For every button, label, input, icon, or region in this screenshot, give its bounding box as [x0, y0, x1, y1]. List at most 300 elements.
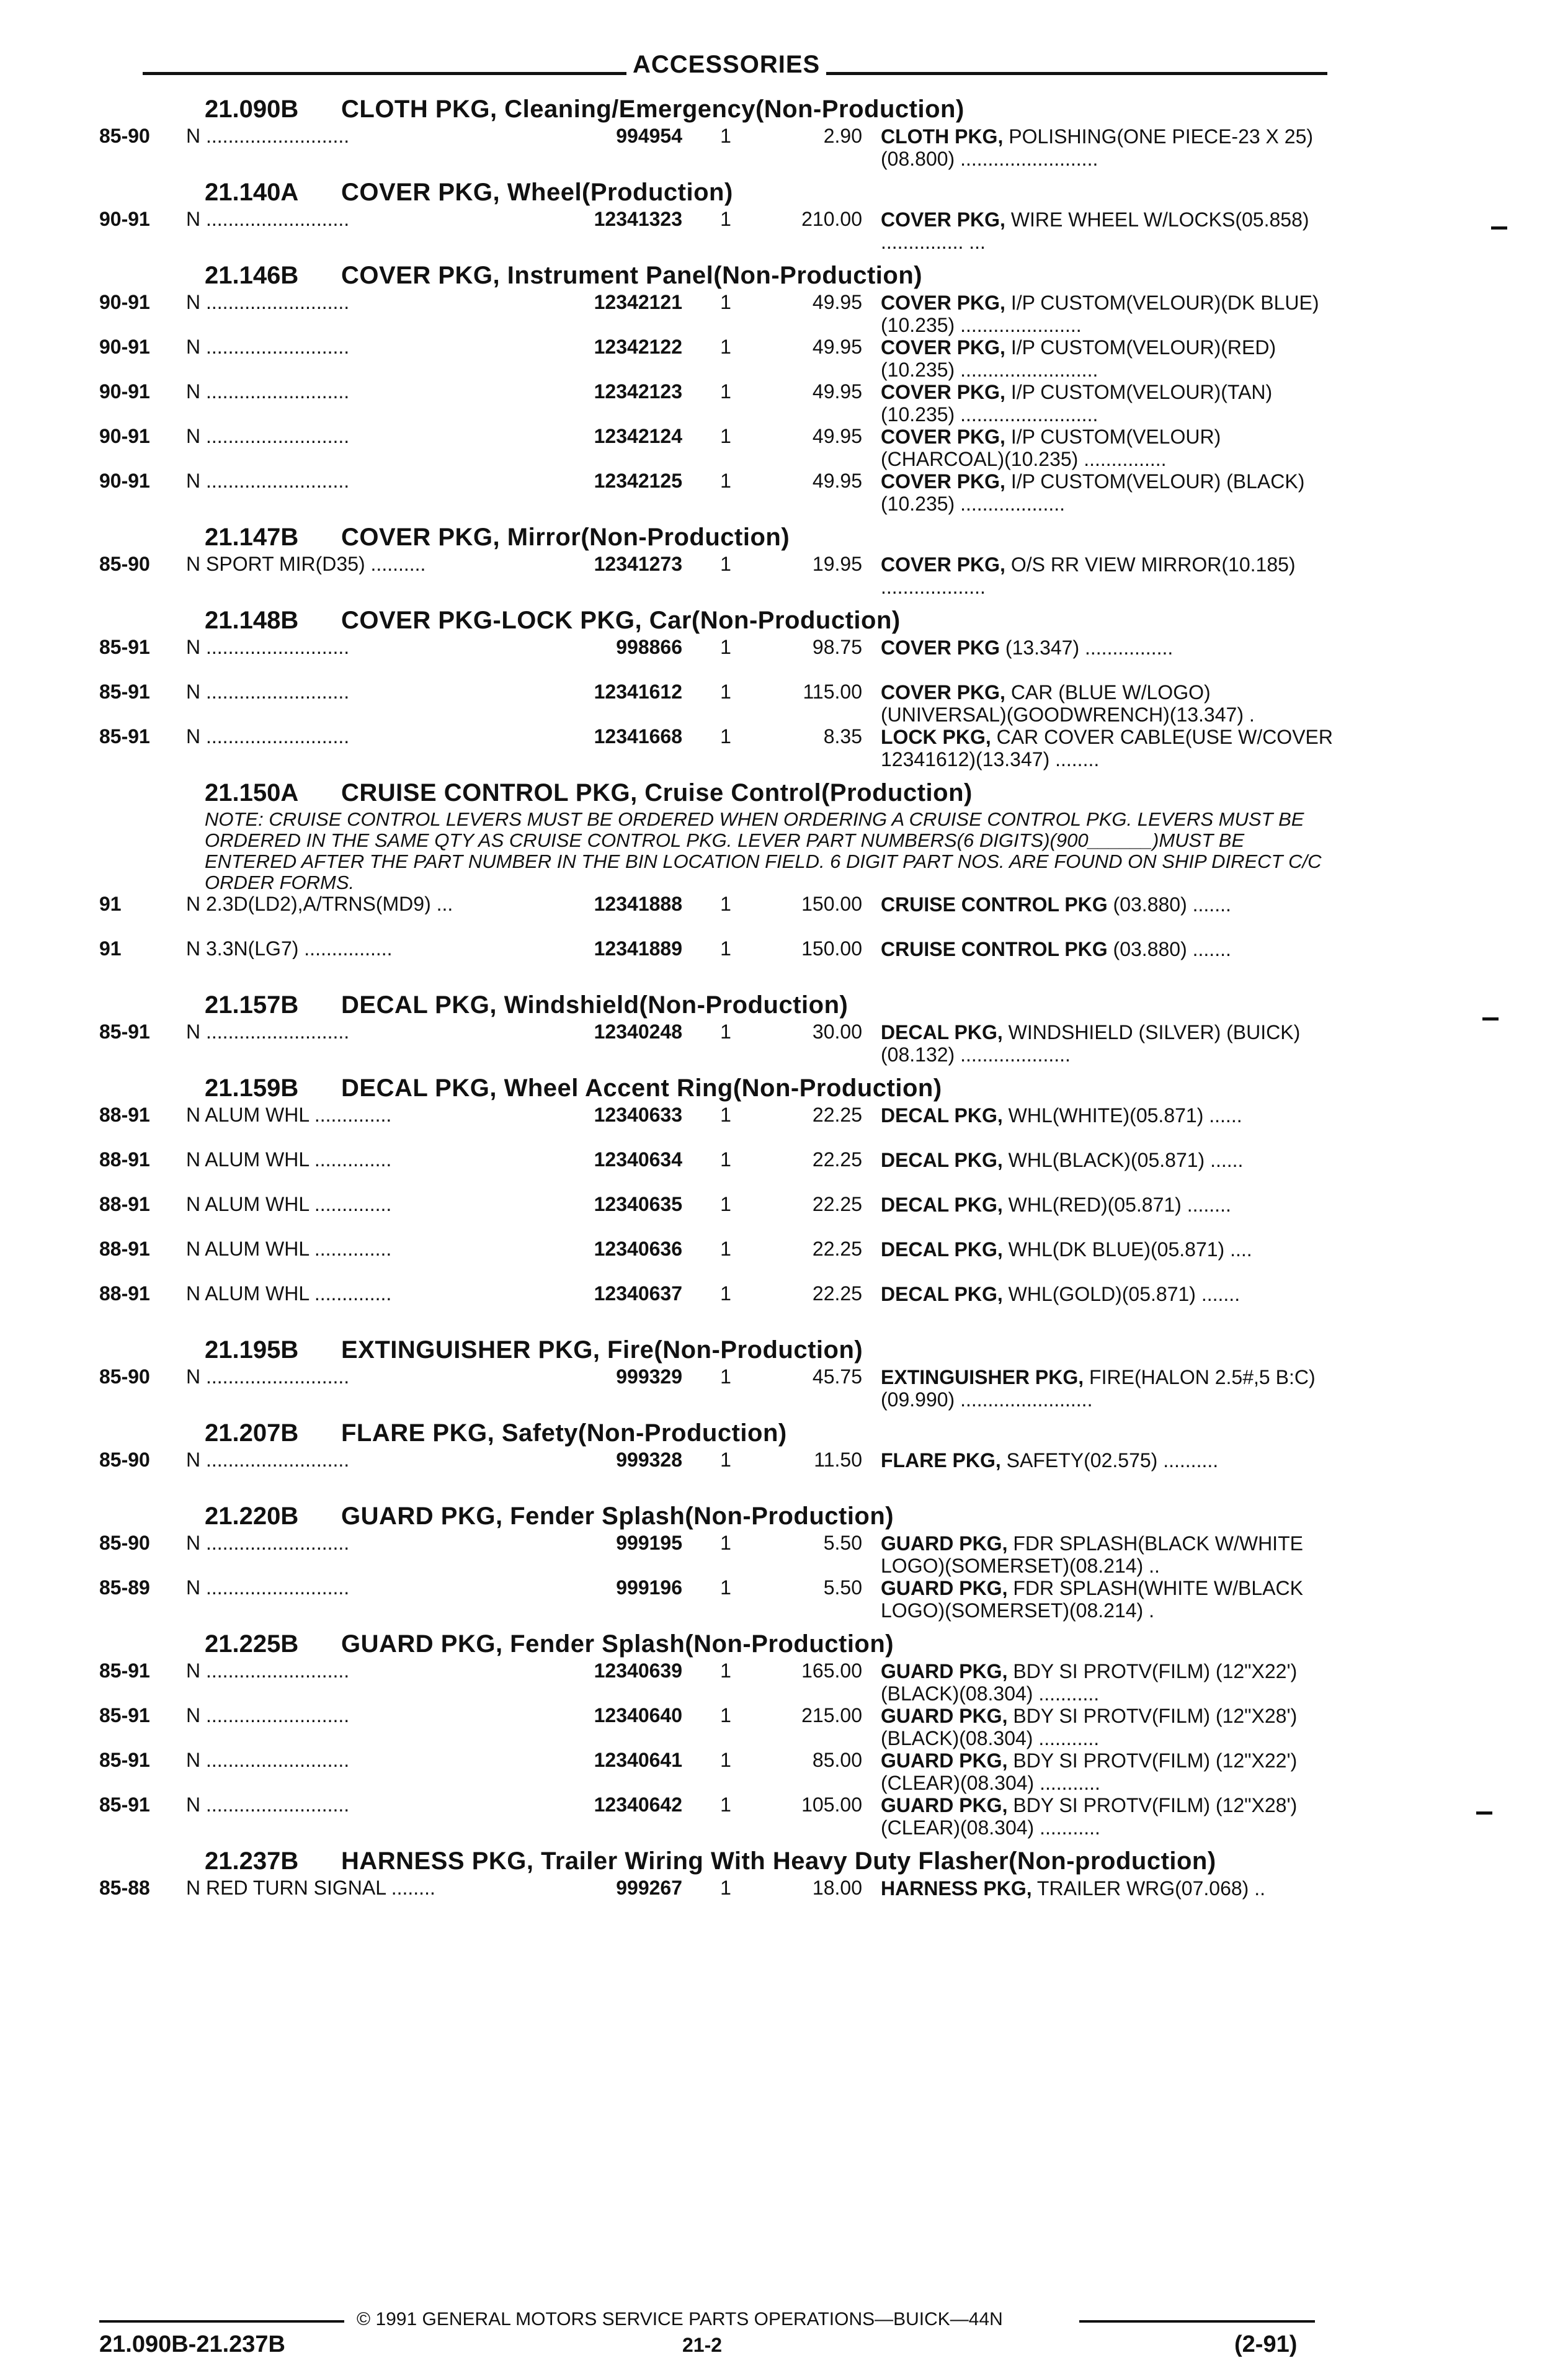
section-code: 21.195B — [205, 1336, 299, 1364]
part-description-detail: WHL(RED)(05.871) ........ — [1002, 1194, 1231, 1216]
application: N 2.3D(LD2),A/TRNS(MD9) ... — [186, 893, 453, 914]
part-row — [99, 1449, 1340, 1494]
part-description-name: FLARE PKG, — [881, 1449, 1001, 1472]
section — [99, 1628, 1340, 1839]
application: N .......................... — [186, 292, 350, 313]
price: 98.75 — [812, 636, 862, 658]
part-number: 12341888 — [594, 893, 682, 915]
part-row — [99, 292, 1340, 336]
section-name: COVER PKG-LOCK PKG, Car(Non-Production) — [341, 607, 901, 634]
section-title — [99, 1334, 1340, 1366]
quantity: 1 — [720, 1532, 731, 1554]
model-years: 85-91 — [99, 1793, 150, 1816]
part-description-name: GUARD PKG, — [881, 1532, 1008, 1555]
price: 8.35 — [823, 725, 862, 748]
model-years: 90-91 — [99, 336, 150, 358]
part-number: 12340637 — [594, 1282, 682, 1305]
margin-mark — [1491, 226, 1507, 230]
part-description — [881, 1194, 1340, 1216]
part-description-name: CRUISE CONTROL PKG — [881, 893, 1108, 916]
application: N ALUM WHL .............. — [186, 1283, 392, 1304]
model-years: 90-91 — [99, 425, 150, 447]
part-row — [99, 1021, 1340, 1066]
section — [99, 777, 1340, 983]
price: 215.00 — [801, 1704, 862, 1726]
part-row — [99, 1366, 1340, 1411]
part-number: 12342121 — [594, 291, 682, 313]
part-number: 999267 — [616, 1877, 682, 1899]
price: 22.25 — [812, 1104, 862, 1126]
part-description — [881, 1660, 1340, 1705]
part-description-detail: I/P CUSTOM(VELOUR) (CHARCOAL)(10.235) ............... — [881, 426, 1221, 470]
footer-page-number: 21-2 — [682, 2334, 723, 2356]
part-description-detail: SAFETY(02.575) .......... — [1000, 1449, 1219, 1472]
application: N .......................... — [186, 1366, 350, 1387]
part-description-name: COVER PKG — [881, 636, 1000, 659]
section-name: COVER PKG, Wheel(Production) — [341, 179, 733, 206]
part-description — [881, 1104, 1340, 1127]
section — [99, 1334, 1340, 1411]
footer-copyright: © 1991 GENERAL MOTORS SERVICE PARTS OPERATIONS—BUICK—44N — [357, 2309, 1003, 2329]
section — [99, 1417, 1340, 1494]
quantity: 1 — [720, 1793, 731, 1816]
quantity: 1 — [720, 470, 731, 492]
price: 5.50 — [823, 1576, 862, 1599]
part-number: 999196 — [616, 1576, 682, 1599]
section-title — [99, 604, 1340, 636]
part-description — [881, 381, 1340, 426]
application: N .......................... — [186, 1749, 350, 1771]
part-description-name: GUARD PKG, — [881, 1794, 1008, 1816]
part-number: 12340248 — [594, 1020, 682, 1043]
section-title — [99, 259, 1340, 292]
part-description — [881, 636, 1340, 659]
model-years: 85-91 — [99, 1659, 150, 1682]
part-row — [99, 1238, 1340, 1283]
quantity: 1 — [720, 1576, 731, 1599]
part-description — [881, 470, 1340, 515]
model-years: 85-90 — [99, 1532, 150, 1554]
part-description — [881, 1021, 1340, 1066]
section-name: GUARD PKG, Fender Splash(Non-Production) — [341, 1630, 894, 1658]
part-row — [99, 1194, 1340, 1238]
model-years: 88-91 — [99, 1193, 150, 1215]
price: 11.50 — [814, 1449, 862, 1471]
part-description-detail: I/P CUSTOM(VELOUR) (BLACK)(10.235) ................... — [881, 470, 1305, 515]
application: N .......................... — [186, 636, 350, 658]
model-years: 85-90 — [99, 1365, 150, 1388]
model-years: 85-88 — [99, 1877, 150, 1899]
quantity: 1 — [720, 208, 731, 230]
part-row — [99, 1532, 1340, 1577]
application: N SPORT MIR(D35) .......... — [186, 553, 426, 574]
section-name: DECAL PKG, Wheel Accent Ring(Non-Production) — [341, 1074, 942, 1102]
part-description-detail: CAR COVER CABLE(USE W/COVER 12341612)(13.347) ........ — [881, 726, 1333, 770]
section-title — [99, 176, 1340, 208]
quantity: 1 — [720, 1659, 731, 1682]
application: N .......................... — [186, 1577, 350, 1598]
model-years: 91 — [99, 937, 122, 960]
model-years: 90-91 — [99, 470, 150, 492]
application: N RED TURN SIGNAL ........ — [186, 1877, 435, 1898]
section — [99, 1845, 1340, 1922]
quantity: 1 — [720, 1365, 731, 1388]
part-description-name: COVER PKG, — [881, 470, 1005, 493]
part-description-detail: O/S RR VIEW MIRROR(10.185) ................... — [881, 553, 1296, 598]
application: N .......................... — [186, 1449, 350, 1470]
price: 105.00 — [801, 1793, 862, 1816]
quantity: 1 — [720, 1449, 731, 1471]
quantity: 1 — [720, 553, 731, 575]
part-description — [881, 1366, 1340, 1411]
section-code: 21.140A — [205, 179, 299, 206]
section-code: 21.225B — [205, 1630, 299, 1658]
section-code: 21.220B — [205, 1503, 299, 1530]
part-number: 12340640 — [594, 1704, 682, 1726]
section — [99, 989, 1340, 1066]
part-description-name: DECAL PKG, — [881, 1194, 1003, 1216]
part-description — [881, 1238, 1340, 1261]
model-years: 85-90 — [99, 553, 150, 575]
part-description-name: COVER PKG, — [881, 292, 1005, 314]
part-description-name: GUARD PKG, — [881, 1705, 1008, 1727]
part-number: 999328 — [616, 1449, 682, 1471]
section-title — [99, 93, 1340, 125]
part-row — [99, 1705, 1340, 1749]
section-title — [99, 1845, 1340, 1877]
part-description — [881, 1149, 1340, 1171]
part-description-name: CLOTH PKG, — [881, 125, 1004, 148]
application: N .......................... — [186, 681, 350, 702]
quantity: 1 — [720, 1749, 731, 1771]
model-years: 88-91 — [99, 1148, 150, 1171]
part-description-detail: FDR SPLASH(BLACK W/WHITE LOGO)(SOMERSET)(08.214) .. — [881, 1532, 1303, 1577]
model-years: 90-91 — [99, 291, 150, 313]
section-title — [99, 1628, 1340, 1660]
part-description-detail: WHL(BLACK)(05.871) ...... — [1002, 1149, 1244, 1171]
application: N .......................... — [186, 1532, 350, 1553]
part-description-name: COVER PKG, — [881, 681, 1005, 703]
model-years: 85-91 — [99, 1020, 150, 1043]
section — [99, 604, 1340, 770]
application: N .......................... — [186, 1794, 350, 1815]
section-code: 21.147B — [205, 524, 299, 551]
model-years: 88-91 — [99, 1282, 150, 1305]
part-number: 999329 — [616, 1365, 682, 1388]
part-description-name: DECAL PKG, — [881, 1238, 1003, 1261]
price: 22.25 — [812, 1148, 862, 1171]
quantity: 1 — [720, 291, 731, 313]
part-description — [881, 208, 1340, 253]
part-description-detail: FDR SPLASH(WHITE W/BLACK LOGO)(SOMERSET)(08.214) . — [881, 1577, 1303, 1622]
part-description — [881, 938, 1340, 960]
part-row — [99, 125, 1340, 170]
part-number: 12340641 — [594, 1749, 682, 1771]
part-description — [881, 681, 1340, 726]
quantity: 1 — [720, 1238, 731, 1260]
price: 210.00 — [801, 208, 862, 230]
part-description-detail: CAR (BLUE W/LOGO) (UNIVERSAL)(GOODWRENCH)(13.347) . — [881, 681, 1255, 726]
part-row — [99, 1577, 1340, 1622]
quantity: 1 — [720, 125, 731, 147]
part-description-detail: WINDSHIELD (SILVER) (BUICK)(08.132) .................... — [881, 1021, 1301, 1066]
section-title — [99, 1500, 1340, 1532]
part-description-detail: WHL(GOLD)(05.871) ....... — [1002, 1283, 1241, 1305]
part-row — [99, 1149, 1340, 1194]
part-description-detail: BDY SI PROTV(FILM) (12"X22')(BLACK)(08.304) ........... — [881, 1660, 1298, 1705]
price: 5.50 — [823, 1532, 862, 1554]
part-row — [99, 681, 1340, 726]
quantity: 1 — [720, 725, 731, 748]
section-name: COVER PKG, Mirror(Non-Production) — [341, 524, 790, 551]
section-title — [99, 521, 1340, 553]
quantity: 1 — [720, 636, 731, 658]
model-years: 85-91 — [99, 681, 150, 703]
price: 45.75 — [812, 1365, 862, 1388]
part-row — [99, 470, 1340, 515]
application: N .......................... — [186, 470, 350, 491]
section — [99, 521, 1340, 598]
section — [99, 259, 1340, 515]
part-description-detail: I/P CUSTOM(VELOUR)(DK BLUE)(10.235) ...................... — [881, 292, 1319, 336]
section-code: 21.207B — [205, 1419, 299, 1447]
section-name: EXTINGUISHER PKG, Fire(Non-Production) — [341, 1336, 863, 1364]
part-row — [99, 726, 1340, 770]
section-code: 21.237B — [205, 1847, 299, 1875]
part-description-name: COVER PKG, — [881, 336, 1005, 359]
model-years: 90-91 — [99, 208, 150, 230]
application: N ALUM WHL .............. — [186, 1194, 392, 1215]
application: N .......................... — [186, 726, 350, 747]
application: N .......................... — [186, 125, 350, 146]
footer-rule-right — [1079, 2320, 1315, 2323]
section-title — [99, 1417, 1340, 1449]
margin-mark — [1476, 1811, 1492, 1815]
part-description — [881, 125, 1340, 170]
part-description — [881, 893, 1340, 916]
quantity: 1 — [720, 1877, 731, 1899]
part-description-detail: (13.347) ................ — [1000, 636, 1174, 659]
part-description-name: CRUISE CONTROL PKG — [881, 938, 1108, 960]
part-row — [99, 553, 1340, 598]
price: 49.95 — [812, 380, 862, 403]
part-number: 12341323 — [594, 208, 682, 230]
part-description — [881, 1749, 1340, 1794]
part-description-detail: WHL(WHITE)(05.871) ...... — [1002, 1104, 1242, 1127]
part-description-detail: (03.880) ....... — [1107, 893, 1231, 916]
quantity: 1 — [720, 681, 731, 703]
model-years: 91 — [99, 893, 122, 915]
price: 19.95 — [812, 553, 862, 575]
part-description-name: COVER PKG, — [881, 553, 1005, 576]
section — [99, 1500, 1340, 1622]
part-number: 12340636 — [594, 1238, 682, 1260]
part-description-detail: (03.880) ....... — [1107, 938, 1231, 960]
part-description-name: DECAL PKG, — [881, 1104, 1003, 1127]
price: 22.25 — [812, 1238, 862, 1260]
section-title — [99, 989, 1340, 1021]
part-description-name: GUARD PKG, — [881, 1660, 1008, 1682]
application: N .......................... — [186, 1705, 350, 1726]
quantity: 1 — [720, 425, 731, 447]
part-number: 12340633 — [594, 1104, 682, 1126]
part-description-name: DECAL PKG, — [881, 1149, 1003, 1171]
part-number: 12342125 — [594, 470, 682, 492]
footer-date: (2-91) — [1234, 2331, 1298, 2357]
application: N .......................... — [186, 208, 350, 230]
margin-mark — [1482, 1017, 1499, 1020]
quantity: 1 — [720, 336, 731, 358]
part-description — [881, 1532, 1340, 1577]
application: N .......................... — [186, 1021, 350, 1042]
section-name: GUARD PKG, Fender Splash(Non-Production) — [341, 1503, 894, 1530]
model-years: 85-91 — [99, 636, 150, 658]
part-row — [99, 636, 1340, 681]
section-code: 21.090B — [205, 96, 299, 123]
section-code: 21.146B — [205, 262, 299, 289]
price: 115.00 — [803, 681, 862, 703]
model-years: 85-91 — [99, 1704, 150, 1726]
model-years: 85-89 — [99, 1576, 150, 1599]
quantity: 1 — [720, 1193, 731, 1215]
part-number: 12341889 — [594, 937, 682, 960]
application: N ALUM WHL .............. — [186, 1149, 392, 1170]
part-description-detail: WHL(DK BLUE)(05.871) .... — [1002, 1238, 1252, 1261]
part-description — [881, 336, 1340, 381]
part-number: 12341668 — [594, 725, 682, 748]
section — [99, 176, 1340, 253]
price: 22.25 — [812, 1193, 862, 1215]
price: 2.90 — [823, 125, 862, 147]
part-row — [99, 938, 1340, 983]
part-description-detail: TRAILER WRG(07.068) .. — [1031, 1877, 1265, 1900]
price: 22.25 — [812, 1282, 862, 1305]
price: 49.95 — [812, 291, 862, 313]
part-description-detail: BDY SI PROTV(FILM) (12"X28')(CLEAR)(08.304) ........... — [881, 1794, 1298, 1839]
part-description-detail: POLISHING(ONE PIECE-23 X 25)(08.800) ......................... — [881, 125, 1314, 170]
section-title — [99, 1072, 1340, 1104]
part-description — [881, 1283, 1340, 1305]
application: N .......................... — [186, 381, 350, 402]
part-row — [99, 336, 1340, 381]
section-name: DECAL PKG, Windshield(Non-Production) — [341, 991, 849, 1019]
application: N ALUM WHL .............. — [186, 1104, 392, 1125]
section-title — [99, 777, 1340, 809]
section-code: 21.159B — [205, 1074, 299, 1102]
part-description — [881, 1577, 1340, 1622]
part-description-name: COVER PKG, — [881, 381, 1005, 403]
price: 18.00 — [812, 1877, 862, 1899]
part-row — [99, 381, 1340, 426]
part-row — [99, 208, 1340, 253]
part-row — [99, 893, 1340, 938]
part-row — [99, 1794, 1340, 1839]
model-years: 85-90 — [99, 1449, 150, 1471]
part-number: 12340635 — [594, 1193, 682, 1215]
part-number: 12342124 — [594, 425, 682, 447]
footer-rule-left — [99, 2320, 344, 2323]
quantity: 1 — [720, 937, 731, 960]
part-description-name: LOCK PKG, — [881, 726, 991, 748]
part-description — [881, 553, 1340, 598]
price: 85.00 — [812, 1749, 862, 1771]
part-description-name: DECAL PKG, — [881, 1283, 1003, 1305]
section-name: CLOTH PKG, Cleaning/Emergency(Non-Production) — [341, 96, 964, 123]
part-number: 12340639 — [594, 1659, 682, 1682]
quantity: 1 — [720, 893, 731, 915]
part-description — [881, 1877, 1340, 1900]
section-name: HARNESS PKG, Trailer Wiring With Heavy Duty Flasher(Non-production) — [341, 1847, 1216, 1875]
part-description-name: DECAL PKG, — [881, 1021, 1003, 1043]
part-description-detail: WIRE WHEEL W/LOCKS(05.858) ............... ... — [881, 208, 1309, 253]
part-description — [881, 292, 1340, 336]
part-number: 12340642 — [594, 1793, 682, 1816]
part-number: 994954 — [616, 125, 682, 147]
part-row — [99, 1877, 1340, 1922]
part-description-name: GUARD PKG, — [881, 1749, 1008, 1772]
quantity: 1 — [720, 1148, 731, 1171]
part-description — [881, 1794, 1340, 1839]
application: N .......................... — [186, 336, 350, 357]
quantity: 1 — [720, 380, 731, 403]
part-number: 12340634 — [594, 1148, 682, 1171]
part-row — [99, 1660, 1340, 1705]
page-title: ACCESSORIES — [626, 51, 826, 79]
application: N ALUM WHL .............. — [186, 1238, 392, 1259]
part-description-detail: BDY SI PROTV(FILM) (12"X22')(CLEAR)(08.304) ........... — [881, 1749, 1298, 1794]
footer-section-range: 21.090B-21.237B — [99, 2331, 285, 2357]
quantity: 1 — [720, 1104, 731, 1126]
part-description — [881, 726, 1340, 770]
part-description-name: GUARD PKG, — [881, 1577, 1008, 1599]
section — [99, 93, 1340, 170]
part-description — [881, 1705, 1340, 1749]
section-name: CRUISE CONTROL PKG, Cruise Control(Production) — [341, 779, 973, 806]
part-number: 12341273 — [594, 553, 682, 575]
part-description-name: COVER PKG, — [881, 426, 1005, 448]
price: 150.00 — [801, 937, 862, 960]
part-row — [99, 426, 1340, 470]
section-note: NOTE: CRUISE CONTROL LEVERS MUST BE ORDERED WHEN ORDERING A CRUISE CONTROL PKG. LEVERS MUST BE ORDERED IN THE SAME QTY AS CRUISE CONTROL PKG. LEVER PART NUMBERS(6 DIGITS)(900______)MUST BE ENTERED AFTER THE PART NUMBER IN THE BIN LOCATION FIELD. 6 DIGIT PART NOS. ARE FOUND ON SHIP DIRECT C/C ORDER FORMS. — [205, 808, 1322, 893]
quantity: 1 — [720, 1704, 731, 1726]
part-number: 12342123 — [594, 380, 682, 403]
part-row — [99, 1283, 1340, 1328]
part-description-name: HARNESS PKG, — [881, 1877, 1032, 1900]
part-row — [99, 1749, 1340, 1794]
price: 165.00 — [801, 1659, 862, 1682]
price: 49.95 — [812, 425, 862, 447]
application: N 3.3N(LG7) ................ — [186, 938, 393, 959]
model-years: 85-90 — [99, 125, 150, 147]
quantity: 1 — [720, 1020, 731, 1043]
section-code: 21.157B — [205, 991, 299, 1019]
part-number: 998866 — [616, 636, 682, 658]
part-number: 12342122 — [594, 336, 682, 358]
part-row — [99, 1104, 1340, 1149]
sections-container — [99, 93, 1340, 1928]
application: N .......................... — [186, 1660, 350, 1681]
part-description — [881, 1449, 1340, 1472]
part-description-detail: BDY SI PROTV(FILM) (12"X28')(BLACK)(08.304) ........... — [881, 1705, 1298, 1749]
price: 150.00 — [801, 893, 862, 915]
part-number: 999195 — [616, 1532, 682, 1554]
model-years: 85-91 — [99, 725, 150, 748]
model-years: 85-91 — [99, 1749, 150, 1771]
price: 49.95 — [812, 470, 862, 492]
section-name: FLARE PKG, Safety(Non-Production) — [341, 1419, 787, 1447]
part-description-name: COVER PKG, — [881, 208, 1005, 231]
application: N .......................... — [186, 426, 350, 447]
